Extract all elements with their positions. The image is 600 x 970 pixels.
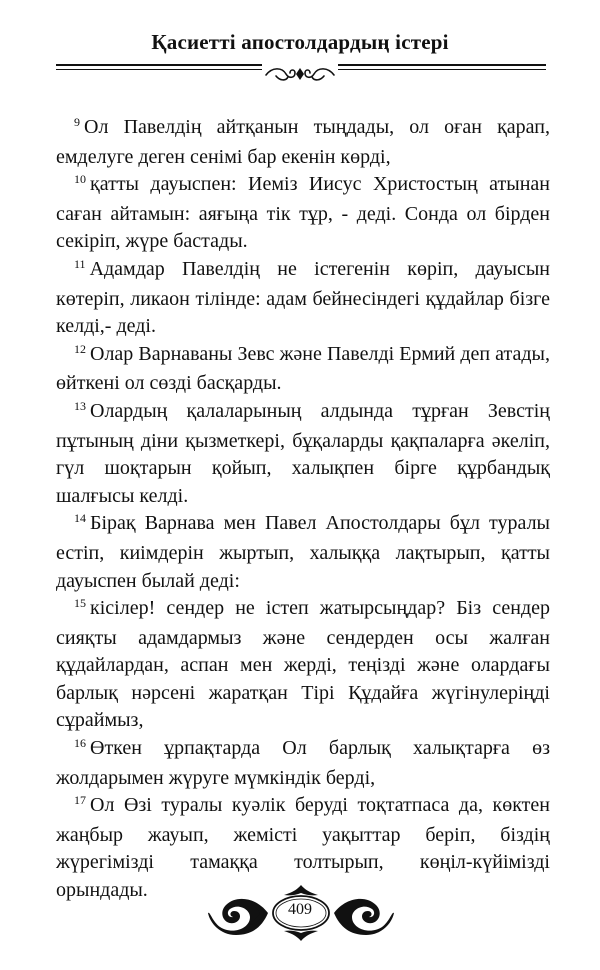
header-ornament-icon <box>262 63 338 85</box>
verse <box>56 256 550 341</box>
verse-text: Өткен ұрпақтарда Ол барлық халықтарға өз жолдарымен жүруге мүмкіндік берді, <box>56 737 550 789</box>
verse-number: 16 <box>74 736 86 751</box>
verse-text: Бірақ Варнава мен Павел Апостолдары бұл туралы естіп, киімдерін жыртып, халыққа лақтырып, қатты дауыспен былай деді: <box>56 512 550 592</box>
verse <box>56 398 550 510</box>
page-number: 409 <box>288 901 312 918</box>
verse-text: кісілер! сендер не істеп жатырсыңдар? Біз сендер сияқты адамдармыз және сендерден осы жалған құдайлардан, аспан мен жерді, теңізді және олардағы барлық нәрсені жаратқан Тірі Құдайға жүгінулеріңді сұраймыз, <box>56 597 550 732</box>
verse <box>56 595 550 735</box>
verse <box>56 171 550 256</box>
verse-text: Адамдар Павелдің не істегенін көріп, дауысын көтеріп, ликаон тілінде: адам бейнесіндегі құдайлар бізге келді,- деді. <box>56 257 550 338</box>
running-header-title: Қасиетті апостолдардың істері <box>151 30 449 54</box>
verse-text: Олардың қалаларының алдында тұрған Зевстің пұтының діни қызметкері, бұқаларды қақпаларға әкеліп, гүл шоқтарын қойып, халықпен бірге құрбандық шалғысы келді. <box>56 399 550 507</box>
verse <box>56 341 550 398</box>
verse-number: 9 <box>74 115 80 129</box>
verse-number: 14 <box>74 511 86 526</box>
verse <box>56 114 550 171</box>
verse-text: Ол Өзі туралы куәлік беруді тоқтатпаса да, көктен жаңбыр жауып, жемісті уақыттар беріп, біздің жүрегімізді тамаққа толтырып, көңіл-күйімізді орындады. <box>56 794 550 902</box>
verse-number: 10 <box>74 172 86 187</box>
verse <box>56 510 550 595</box>
verse-text: қатты дауыспен: Иеміз Иисус Христостың атынан саған айтамын: аяғыңа тік тұр, - деді. Сонда ол бірден секіріп, жүре бастады. <box>56 173 550 253</box>
verse-number: 11 <box>74 256 86 271</box>
verse <box>56 735 550 792</box>
verse-text: Олар Варнаваны Зевс және Павелді Ермий деп атады, өйткені ол сөзді басқарды. <box>56 342 550 395</box>
verse-text: Ол Павелдің айтқанын тыңдады, ол оған қарап, емделуге деген сенімі бар екенін көрді, <box>56 116 550 168</box>
scripture-text <box>56 114 550 905</box>
verse-number: 12 <box>74 341 86 356</box>
verse-number: 17 <box>74 793 86 808</box>
verse-number: 15 <box>74 596 86 611</box>
verse-number: 13 <box>74 398 86 413</box>
